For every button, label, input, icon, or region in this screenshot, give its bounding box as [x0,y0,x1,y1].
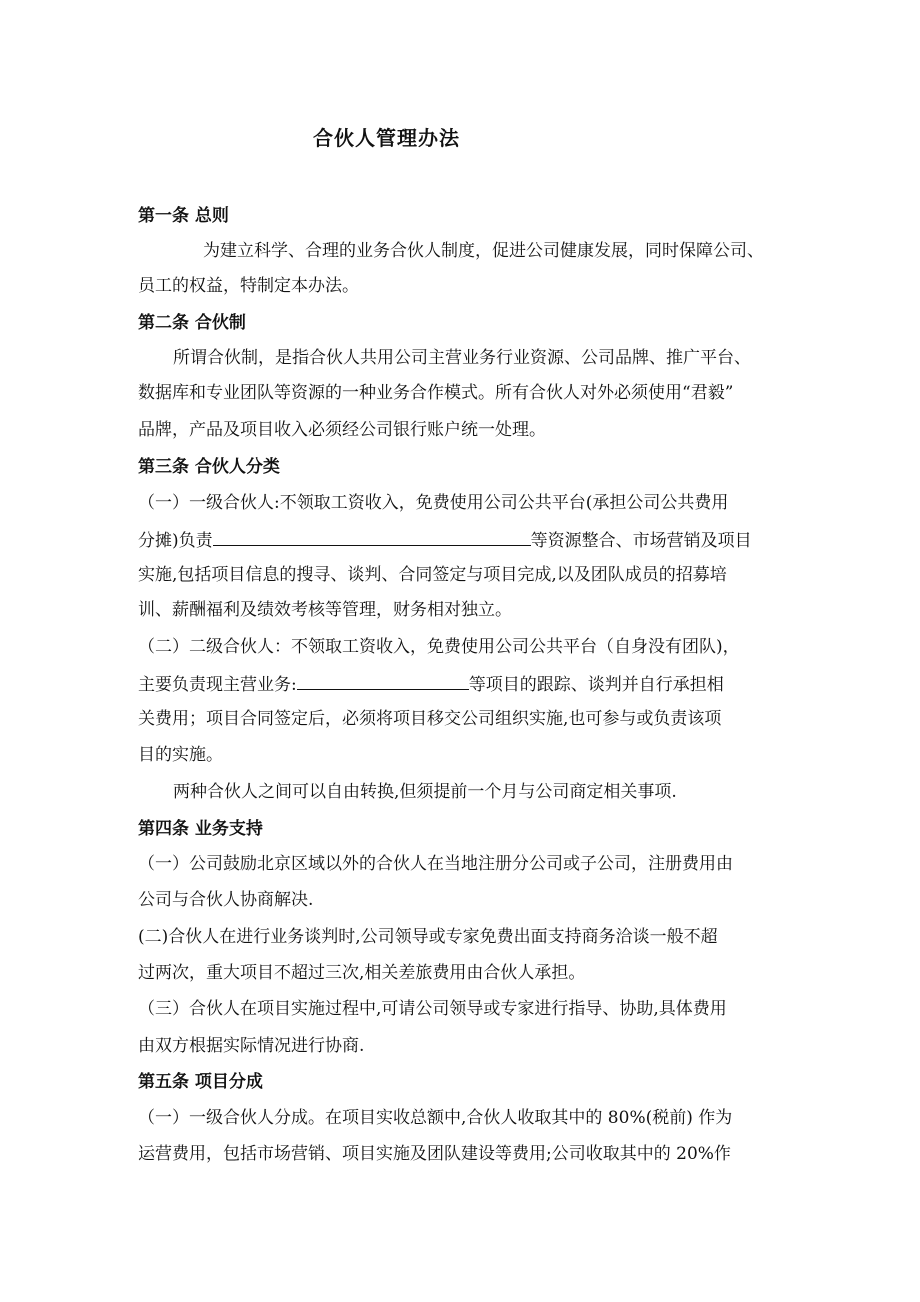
article3-heading: 第三条 合伙人分类 [138,457,280,477]
article5-line2: 运营费用，包括市场营销、项目实施及团队建设等费用;公司收取其中的 20%作 [138,1144,731,1164]
article3-item2-line2-suffix: 等项目的跟踪、谈判并自行承担相 [468,675,724,695]
article3-item2-line2-prefix: 主要负责现主营业务: [138,675,297,695]
article4-line4: 过两次，重大项目不超过三次,相关差旅费用由合伙人承担。 [138,963,586,983]
article3-item2-line2 [138,672,724,696]
fill-in-blank-2[interactable] [297,672,469,690]
article3-note: 两种合伙人之间可以自由转换,但须提前一个月与公司商定相关事项. [173,782,677,802]
article4-line2: 公司与合伙人协商解决. [138,890,314,910]
article2-heading: 第二条 合伙制 [138,313,246,333]
article3-item1-line2-suffix: 等资源整合、市场营销及项目 [530,531,752,551]
article4-line1: （一）公司鼓励北京区域以外的合伙人在当地注册分公司或子公司，注册费用由 [138,854,733,874]
fill-in-blank-1[interactable] [213,528,531,546]
article1-heading: 第一条 总则 [138,206,229,226]
article3-item1-line2 [138,528,752,552]
article4-line6: 由双方根据实际情况进行协商. [138,1036,365,1056]
article3-item2-line1: （二）二级合伙人：不领取工资收入，免费使用公司公共平台（自身没有团队)， [138,637,740,657]
article2-body-line3: 品牌，产品及项目收入必须经公司银行账户统一处理。 [138,420,546,440]
article3-item1-line4: 训、薪酬福利及绩效考核等管理，财务相对独立。 [138,600,512,620]
article5-heading: 第五条 项目分成 [138,1072,263,1092]
article3-item2-line3: 关费用；项目合同签定后，必须将项目移交公司组织实施,也可参与或负责该项 [138,709,722,729]
article1-body-line1: 为建立科学、合理的业务合伙人制度，促进公司健康发展，同时保障公司、 [203,241,764,261]
article2-body-line2: 数据库和专业团队等资源的一种业务合作模式。所有合伙人对外必须使用“君毅” [138,383,734,403]
article5-line1: （一）一级合伙人分成。在项目实收总额中,合伙人收取其中的 80%(税前) 作为 [138,1108,733,1128]
article1-body-line2: 员工的权益，特制定本办法。 [138,276,359,296]
article3-item1-line2-prefix: 分摊)负责 [138,531,213,551]
article4-heading: 第四条 业务支持 [138,819,263,839]
article3-item2-line4: 目的实施。 [138,745,223,765]
article4-line3: (二)合伙人在进行业务谈判时,公司领导或专家免费出面支持商务洽谈一般不超 [138,927,718,947]
article4-line5: （三）合伙人在项目实施过程中,可请公司领导或专家进行指导、协助,具体费用 [138,999,727,1019]
article2-body-line1: 所谓合伙制，是指合伙人共用公司主营业务行业资源、公司品牌、推广平台、 [173,348,751,368]
article3-item1-line3: 实施,包括项目信息的搜寻、谈判、合同签定与项目完成,以及团队成员的招募培 [138,565,727,585]
article3-item1-line1: （一）一级合伙人:不领取工资收入，免费使用公司公共平台(承担公司公共费用 [138,493,729,513]
document-title: 合伙人管理办法 [313,126,460,150]
